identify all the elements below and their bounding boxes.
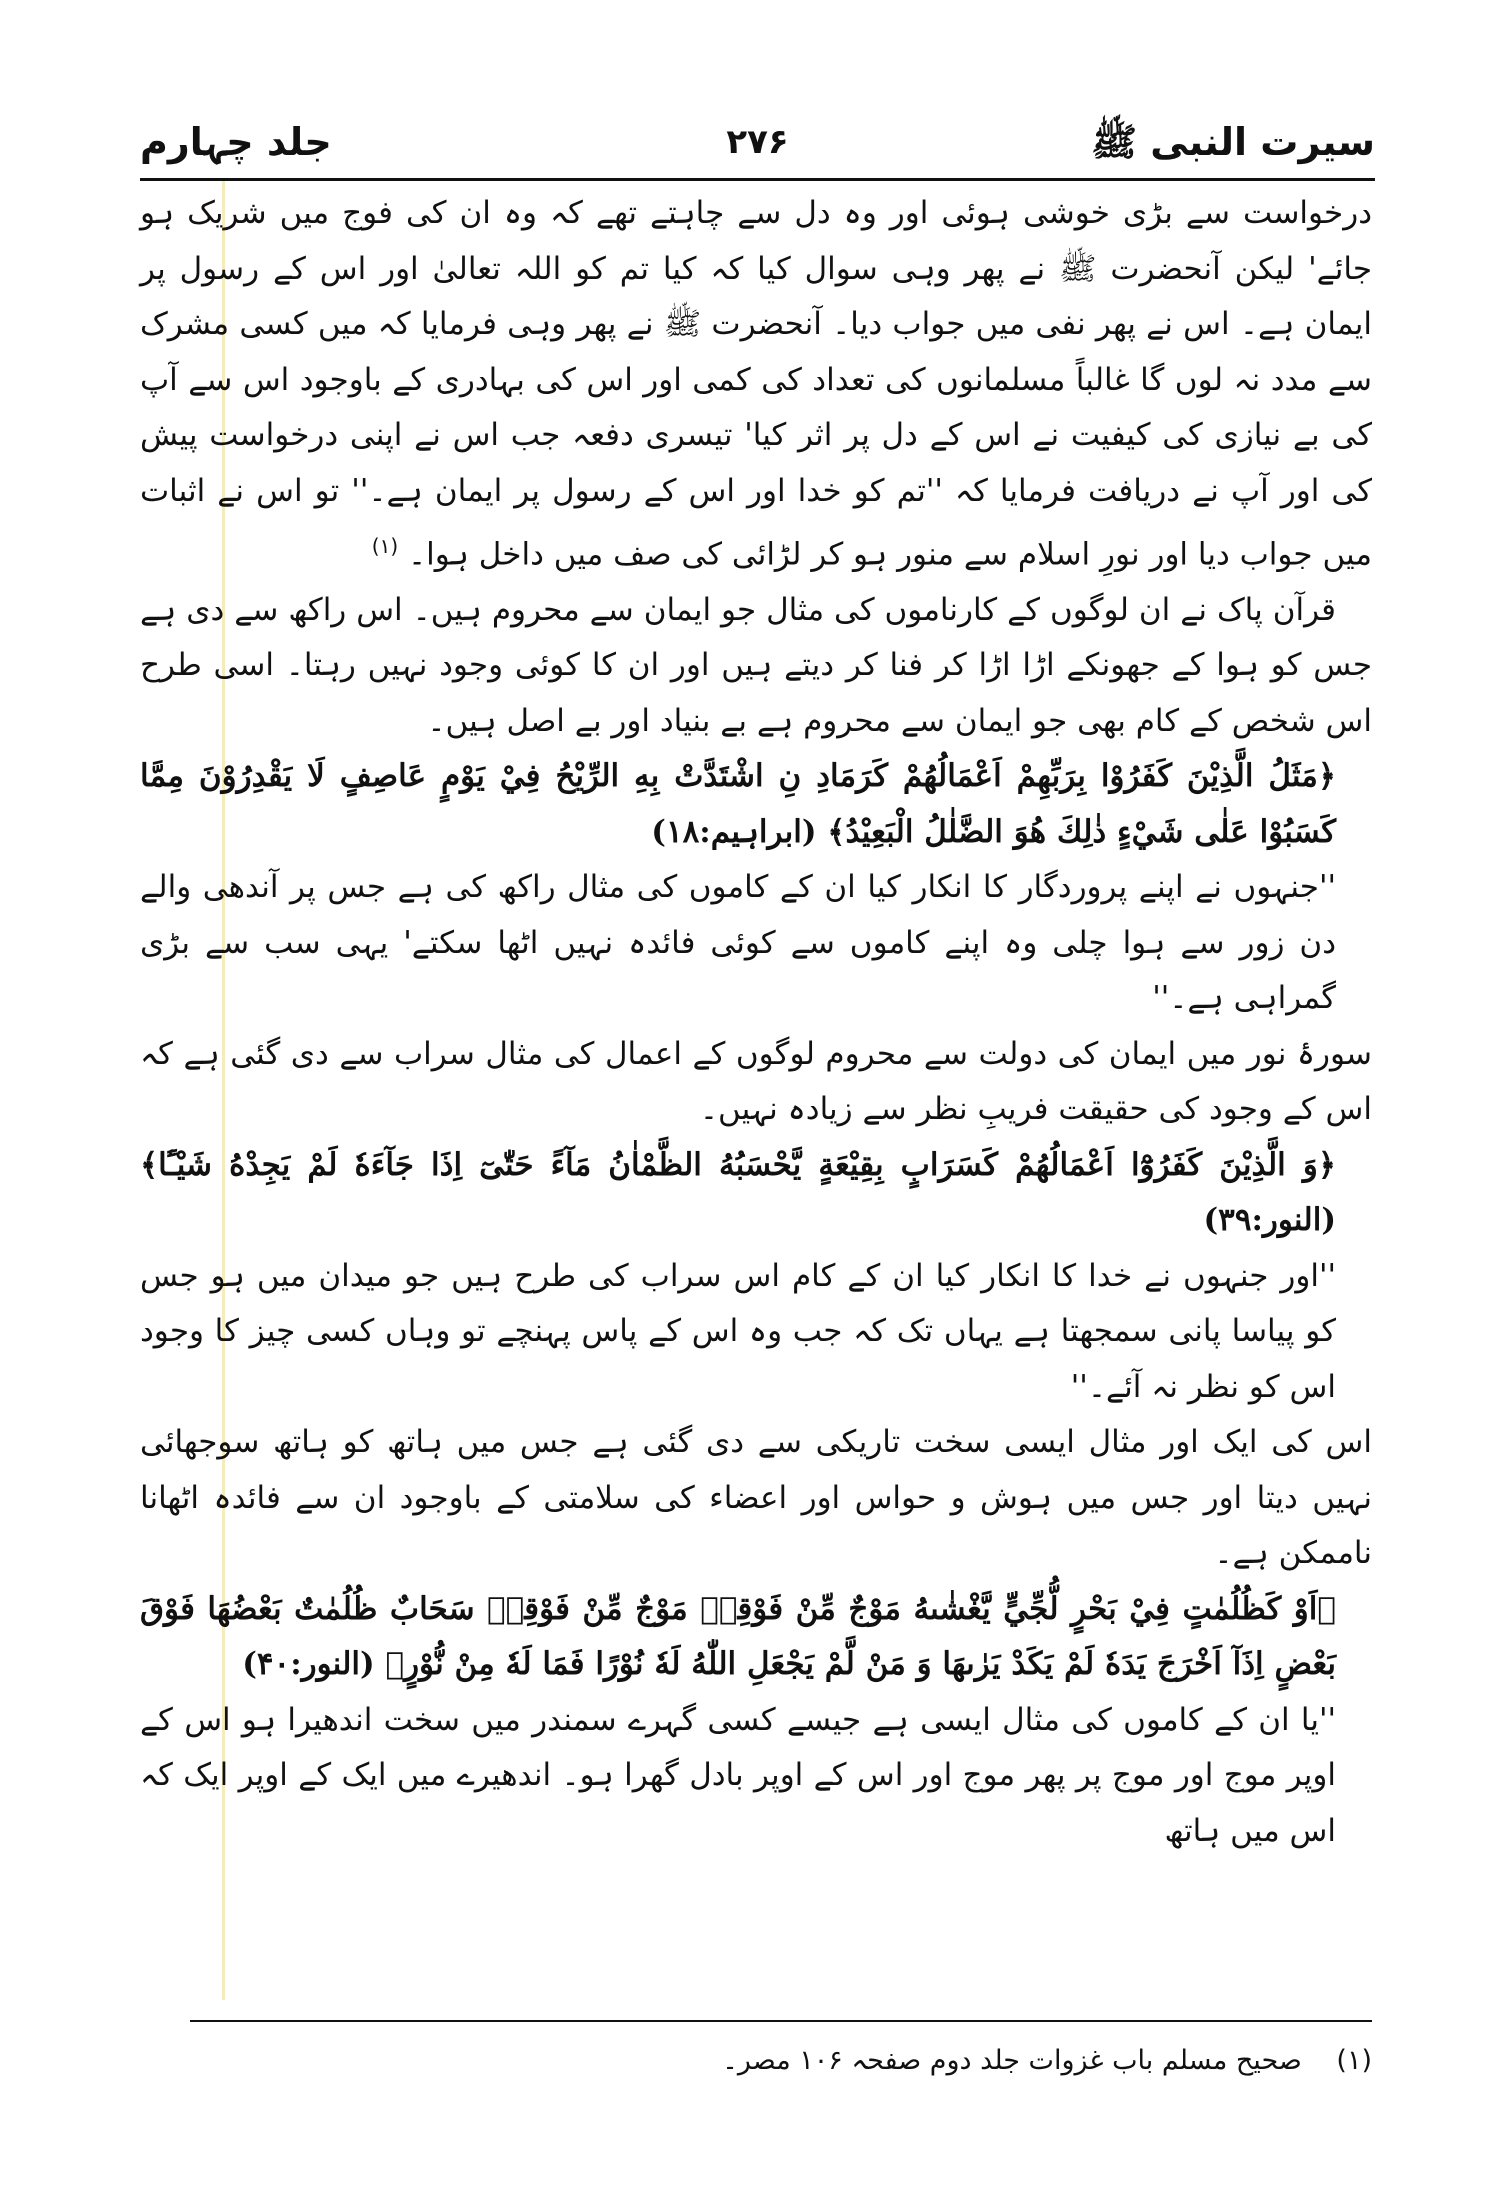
volume-label: جلد چہارم xyxy=(140,120,332,164)
book-title: سیرت النبی ﷺ xyxy=(1091,120,1375,164)
quran-verse-2: ﴿وَ الَّذِيْنَ كَفَرُوْٓا اَعْمَالُهُمْ كَسَرَابٍ بِقِيْعَةٍ يَّحْسَبُهُ الظَّمْاٰنُ مَآءً حَتّٰىٓ اِذَا جَآءَهٗ لَمْ يَجِدْهُ شَيْـًٔا﴾ (النور:۳۹) xyxy=(140,1146,1336,1239)
paragraph-3: سورۂ نور میں ایمان کی دولت سے محروم لوگوں کے اعمال کی مثال سراب سے دی گئی ہے کہ اس کے وجود کی حقیقت فریبِ نظر سے زیادہ نہیں۔ xyxy=(140,1035,1372,1128)
footnote-text: صحیح مسلم باب غزوات جلد دوم صفحہ ۱۰۶ مصر۔ xyxy=(722,2045,1302,2076)
paragraph-1-text: درخواست سے بڑی خوشی ہوئی اور وہ دل سے چاہتے تھے کہ وہ ان کی فوج میں شریک ہو جائے' لیکن آنحضرت ﷺ نے پھر وہی سوال کیا کہ کیا تم کو اللہ تعالیٰ اور اس کے رسول پر ایمان ہے۔ اس نے پھر نفی میں جواب دیا۔ آنحضرت ﷺ نے پھر وہی فرمایا کہ میں کسی مشرک سے مدد نہ لوں گا غالباً مسلمانوں کی تعداد کی کمی اور اس کی بہادری کے باوجود اس سے آپ کی بے نیازی کی کیفیت نے اس کے دل پر اثر کیا' تیسری دفعہ جب اس نے اپنی درخواست پیش کی اور آپ نے دریافت فرمایا کہ ''تم کو خدا اور اس کے رسول پر ایمان ہے۔'' تو اس نے اثبات میں جواب دیا اور نورِ اسلام سے منور ہو کر لڑائی کی صف میں داخل ہوا۔ xyxy=(140,195,1372,573)
page-number: ۲۷۶ xyxy=(726,122,789,162)
verse-translation-1: ''جنہوں نے اپنے پروردگار کا انکار کیا ان کے کاموں کی مثال راکھ کی ہے جس پر آندھی والے دن زور سے ہوا چلی وہ اپنے کاموں سے کوئی فائدہ نہیں اٹھا سکتے' یہی سب سے بڑی گمراہی ہے۔'' xyxy=(140,869,1336,1017)
verse-translation-2: ''اور جنہوں نے خدا کا انکار کیا ان کے کام اس سراب کی طرح ہیں جو میدان میں ہو جس کو پیاسا پانی سمجھتا ہے یہاں تک کہ جب وہ اس کے پاس پہنچے تو وہاں کسی چیز کا وجود اس کو نظر نہ آئے۔'' xyxy=(140,1257,1336,1405)
page-body xyxy=(140,186,1372,1859)
footnote-divider xyxy=(190,2020,1372,2022)
quran-verse-1: ﴿مَثَلُ الَّذِيْنَ كَفَرُوْا بِرَبِّهِمْ اَعْمَالُهُمْ كَرَمَادِ نِ اشْتَدَّتْ بِهِ الرِّيْحُ فِيْ يَوْمٍ عَاصِفٍ لَا يَقْدِرُوْنَ مِمَّا كَسَبُوْا عَلٰى شَيْءٍ ذٰلِكَ هُوَ الضَّلٰلُ الْبَعِيْدُ﴾ (ابراہیم:۱۸) xyxy=(140,758,1336,850)
page-header xyxy=(140,110,1375,174)
footnote xyxy=(190,2036,1372,2086)
paragraph-1 xyxy=(140,186,1372,583)
paragraph-2: قرآن پاک نے ان لوگوں کے کارناموں کی مثال جو ایمان سے محروم ہیں۔ اس راکھ سے دی ہے جس کو ہوا کے جھونکے اڑا اڑا کر فنا کر دیتے ہیں اور ان کا کوئی وجود نہیں رہتا۔ اسی طرح اس شخص کے کام بھی جو ایمان سے محروم ہے بے بنیاد اور بے اصل ہیں۔ xyxy=(140,591,1372,739)
footnote-reference: (۱) xyxy=(371,534,399,558)
header-divider xyxy=(140,178,1375,181)
footnote-number: (۱) xyxy=(1336,2045,1372,2076)
verse-translation-3: ''یا ان کے کاموں کی مثال ایسی ہے جیسے کسی گہرے سمندر میں سخت اندھیرا ہو اس کے اوپر موج اور موج پر پھر موج اور اس کے اوپر بادل گھرا ہو۔ اندھیرے میں ایک کے اوپر ایک کہ اس میں ہاتھ xyxy=(140,1701,1336,1849)
quran-verse-3: ﴿اَوْ كَظُلُمٰتٍ فِيْ بَحْرٍ لُّجِّيٍّ يَّغْشٰىهُ مَوْجٌ مِّنْ فَوْقِهٖ مَوْجٌ مِّنْ فَوْقِهٖ سَحَابٌ ظُلُمٰتٌ بَعْضُهَا فَوْقَ بَعْضٍ اِذَآ اَخْرَجَ يَدَهٗ لَمْ يَكَدْ يَرٰىهَا وَ مَنْ لَّمْ يَجْعَلِ اللّٰهُ لَهٗ نُوْرًا فَمَا لَهٗ مِنْ نُّوْرٍ﴾ (النور:۴۰) xyxy=(140,1590,1336,1683)
paragraph-4: اس کی ایک اور مثال ایسی سخت تاریکی سے دی گئی ہے جس میں ہاتھ کو ہاتھ سوجھائی نہیں دیتا اور جس میں ہوش و حواس اور اعضاء کی سلامتی کے باوجود ان سے فائدہ اٹھانا ناممکن ہے۔ xyxy=(140,1424,1372,1572)
